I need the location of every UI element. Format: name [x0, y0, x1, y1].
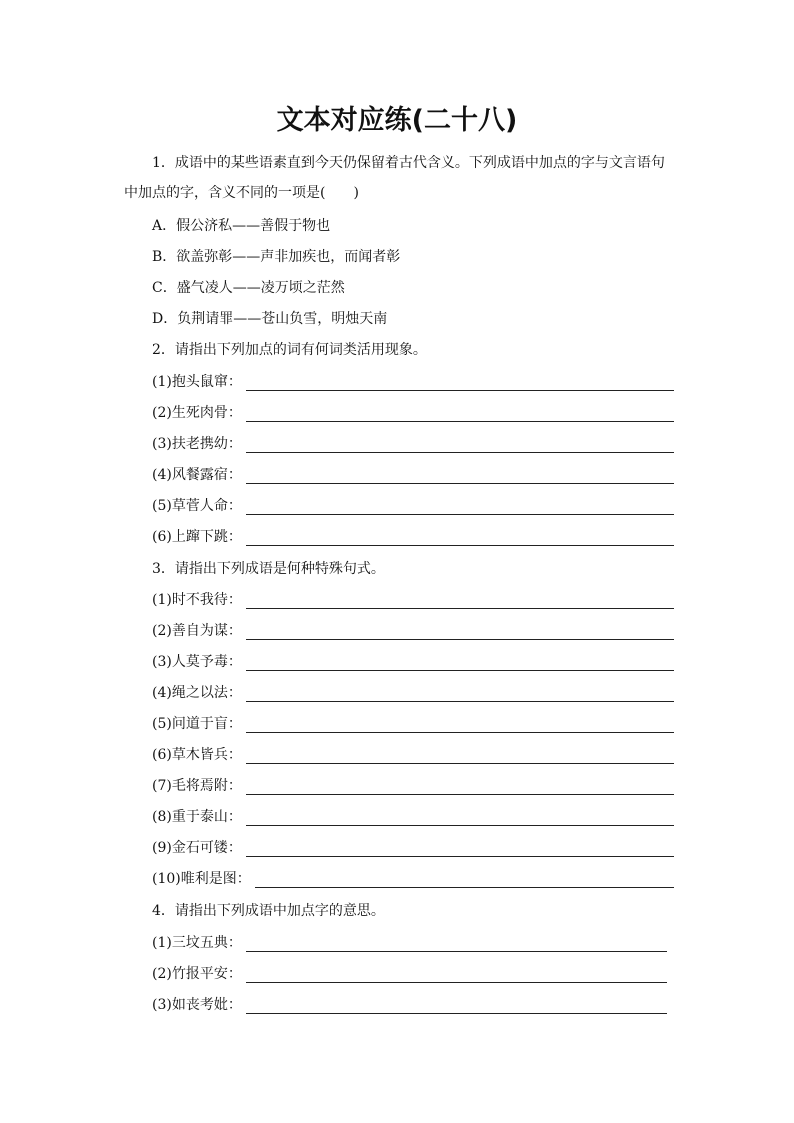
answer-blank[interactable] — [246, 498, 674, 515]
q2-item-1: (1)抱头鼠窜： — [152, 369, 674, 391]
q3-item-9: (9)金石可镂： — [152, 835, 674, 857]
q2-item-6: (6)上蹿下跳： — [152, 524, 674, 546]
answer-blank[interactable] — [246, 529, 674, 546]
q3-stem: 3．请指出下列成语是何种特殊句式。 — [152, 561, 385, 577]
answer-blank[interactable] — [246, 592, 674, 609]
q4-item-3: (3)如丧考妣： — [152, 992, 667, 1014]
answer-blank[interactable] — [246, 654, 674, 671]
answer-blank[interactable] — [246, 374, 674, 391]
answer-blank[interactable] — [246, 935, 667, 952]
answer-blank[interactable] — [246, 685, 674, 702]
answer-blank[interactable] — [246, 405, 674, 422]
answer-blank[interactable] — [246, 747, 674, 764]
q3-item-8: (8)重于泰山： — [152, 804, 674, 826]
q3-item-4: (4)绳之以法： — [152, 680, 674, 702]
q1-option-a: A．假公济私——善假于物也 — [152, 218, 331, 234]
q2-item-5: (5)草菅人命： — [152, 493, 674, 515]
q3-item-10: (10)唯利是图： — [152, 866, 674, 888]
q3-item-6: (6)草木皆兵： — [152, 742, 674, 764]
page-title: 文本对应练(二十八) — [276, 105, 518, 136]
q4-item-2: (2)竹报平安： — [152, 961, 667, 983]
answer-blank[interactable] — [255, 871, 674, 888]
q2-item-4: (4)风餐露宿： — [152, 462, 674, 484]
answer-blank[interactable] — [246, 778, 674, 795]
q1-stem: 1．成语中的某些语素直到今天仍保留着古代含义。下列成语中加点的字与文言语句中加点的字，含义不同的一项是( ) — [124, 155, 665, 201]
q2-item-3: (3)扶老携幼： — [152, 431, 674, 453]
q4-item-1: (1)三坟五典： — [152, 930, 667, 952]
q2-stem: 2．请指出下列加点的词有何词类活用现象。 — [152, 342, 427, 358]
q3-item-1: (1)时不我待： — [152, 587, 674, 609]
answer-blank[interactable] — [246, 436, 674, 453]
q1-option-b: B．欲盖弥彰——声非加疾也，而闻者彰 — [152, 249, 401, 265]
answer-blank[interactable] — [246, 716, 674, 733]
answer-blank[interactable] — [246, 623, 674, 640]
q1-option-d: D．负荆请罪——苍山负雪，明烛天南 — [152, 311, 388, 327]
q3-item-5: (5)问道于盲： — [152, 711, 674, 733]
answer-blank[interactable] — [246, 467, 674, 484]
q3-item-2: (2)善自为谋： — [152, 618, 674, 640]
answer-blank[interactable] — [246, 840, 674, 857]
answer-blank[interactable] — [246, 966, 667, 983]
q3-item-3: (3)人莫予毒： — [152, 649, 674, 671]
q1-option-c: C．盛气凌人——凌万顷之茫然 — [152, 280, 345, 296]
q4-stem: 4．请指出下列成语中加点字的意思。 — [152, 903, 385, 919]
q2-item-2: (2)生死肉骨： — [152, 400, 674, 422]
answer-blank[interactable] — [246, 997, 667, 1014]
q3-item-7: (7)毛将焉附： — [152, 773, 674, 795]
answer-blank[interactable] — [246, 809, 674, 826]
